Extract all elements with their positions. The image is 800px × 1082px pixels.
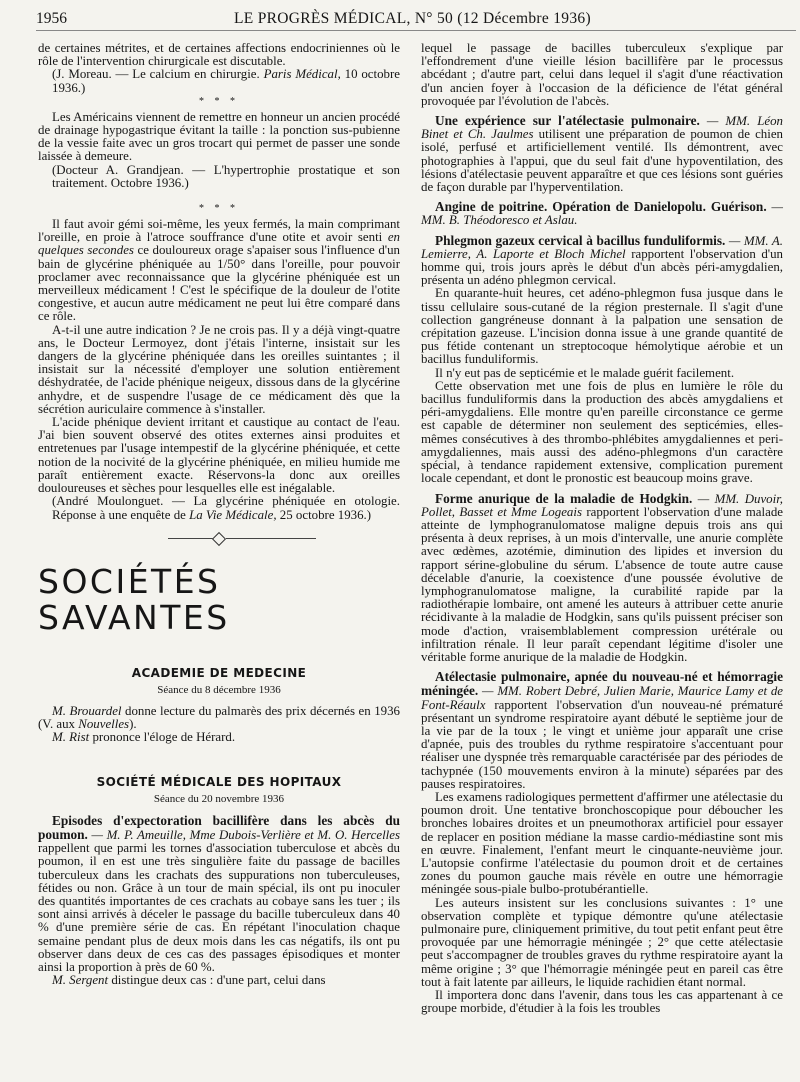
- separator-stars: * * *: [199, 203, 239, 215]
- paragraph: Cette observation met une fois de plus en lumière le rôle du bacillus funduliformis dans la production des abcès amygdaliens et péri-amygdaliens. Elle montre qu'en pareille circonstance ce germe est capable de déterminer non seulement des septicémies, elles-mêmes consécutives à des thrombo-phlébites amygdaliennes et peri-amygdaliennes, mais aussi des adéno-phlegmons d'un caractère spécial, à tendance rapidement extensive, complication purement locale cependant, et dont le pronostic est beaucoup moins grave.: [421, 378, 783, 486]
- communication: Phlegmon gazeux cervical à bacillus funduliformis. — MM. A. Lemierre, A. Laporte et Bloch Michel rapportent l'observation d'un homme qui, trois jours après le début d'un abcès péri-amygdalien, présenta un adéno phlegmon cervical.: [421, 232, 783, 288]
- paragraph: M. Brouardel donne lecture du palmarès des prix décernés en 1936 (V. aux Nouvelles).: [38, 703, 400, 732]
- paragraph: A-t-il une autre indication ? Je ne crois pas. Il y a déjà vingt-quatre ans, le Docteur Lermoyez, dont j'étais l'interne, insistait sur les dangers de la glycérine phéniquée dans les oreilles suintantes ; il insistait sur la nécessité d'employer une solution entièrement déshydratée, de l'acide phénique neigeux, dissous dans de la glycérine anhydre, et de suspendre l'usage de ce médicament dès que la sécrétion auriculaire commence à s'installer.: [38, 322, 400, 416]
- paragraph: de certaines métrites, et de certaines affections endocriniennes où le rôle de l'intervention chirurgicale est discutable.: [38, 41, 400, 69]
- paragraph: Les examens radiologiques permettent d'affirmer une atélectasie du poumon droit. Une tentative bronchoscopique pour déboucher les bronches lobaires droites et un pneumothorax artificiel pour essayer de replacer en position médiane la masse cardio-médiastine sont mis en œuvre. Finalement, l'enfant meurt le cinquante-neuvième jour. L'autopsie confirme l'atélectasie du poumon droit et de certaines zones du poumon gauche mais révèle en outre une hémorragie méningée sous-piale bulbo-protubérantielle.: [421, 789, 783, 897]
- paragraph: Il importera donc dans l'avenir, dans tous les cas appartenant à ce groupe morbide, d'étudier à la fois les troubles: [421, 988, 783, 1016]
- separator-stars: * * *: [199, 95, 239, 107]
- page-number: 1956: [36, 10, 67, 27]
- paragraph: M. Sergent distingue deux cas : d'une part, celui dans: [52, 973, 326, 988]
- communication: Angine de poitrine. Opération de Danielopolu. Guérison. — MM. B. Théodoresco et Aslau.: [421, 199, 783, 228]
- section-title: SOCIÉTÉS SAVANTES: [38, 561, 230, 637]
- citation: (Docteur A. Grandjean. — L'hypertrophie prostatique et son traitement. Octobre 1936.): [52, 162, 400, 190]
- citation: (André Moulonguet. — La glycérine phéniquée en otologie. Réponse à une enquête de La Vie Médicale, 25 octobre 1936.): [52, 494, 400, 522]
- ornamental-rule: [38, 532, 400, 544]
- running-title: LE PROGRÈS MÉDICAL, N° 50 (12 Décembre 1936): [234, 10, 591, 27]
- paragraph: Il faut avoir gémi soi-même, les yeux fermés, la main comprimant l'oreille, en proie à l'atroce souffrance d'une otite et avoir senti en quelques secondes ce douloureux orage s'apaiser sous l'influence d'un bain de glycérine phéniquée au 1/50° dans l'oreille, pour pouvoir proclamer avec reconnaissance que la glycérine phéniquée est un merveilleux médicament ! C'est le spécifique de la douleur de l'otite congestive, et aucun autre médicament ne peut lui être comparé dans ce rôle.: [38, 217, 400, 324]
- communication: Forme anurique de la maladie de Hodgkin. — MM. Duvoir, Pollet, Basset et Mme Logeais rapportent l'observation d'une malade atteinte de lymphogranulomatose maligne depuis trois ans qui présenta à deux reprises, à un mois d'intervalle, une anurie complète avec œdèmes, azotémie, diminution des lipides et inversion du rapport sérine-globuline du sérum. L'absence de toute autre cause décelable d'anurie, la coexistence d'une poussée évolutive de lymphogranulomatose maligne, la curabilité rapide par la radiothérapie lombaire, ont amené les auteurs à attribuer cette anurie récidivante à la maladie de Hodgkin, sans qu'ils puissent préciser son mode d'action, vraisemblablement compression urétérale ou infiltration rénale. Il leur paraît cependant légitime d'isoler une véritable forme anurique de la maladie de Hodgkin.: [421, 490, 783, 664]
- left-column: [38, 42, 400, 987]
- communication: Une expérience sur l'atélectasie pulmonaire. — MM. Léon Binet et Ch. Jaulmes utilisent une préparation de poumon de chien isolé, perfusé et artificiellement ventilé. Ils démontrent, avec photographies à l'appui, que du seul fait d'une hypoventilation, des lésions d'atélectasie peuvent apparaître et que ces lésions sont guéries de façon durable par l'hyperventilation.: [421, 113, 784, 195]
- society-heading: ACADEMIE DE MEDECINE: [131, 665, 307, 680]
- paragraph: Il n'y eut pas de septicémie et le malade guérit facilement.: [435, 365, 735, 380]
- paragraph: M. Rist prononce l'éloge de Hérard.: [52, 730, 236, 745]
- paragraph: Les Américains viennent de remettre en honneur un ancien procédé de drainage hypogastrique évitant la taille : la ponction sus-pubienne de la vessie faite avec un gros trocart qui permet de passer une sonde laissée à demeure.: [38, 109, 400, 164]
- paragraph: Les auteurs insistent sur les conclusions suivantes : 1° une observation complète et typique démontre qu'une atélectasie pulmonaire pure, cliniquement primitive, du tout petit enfant peut être provoquée par une hémorragie méningée ; 2° que cette atélectasie peut s'accompagner de troubles graves du rythme respiratoire ayant la même origine ; 3° que l'hémorragie méningée peut en pareil cas être tout à fait latente par ailleurs, le liquide rachidien étant normal.: [421, 895, 783, 989]
- right-column: [421, 42, 783, 1015]
- session-date: Séance du 8 décembre 1936: [157, 683, 281, 696]
- page-header: [36, 10, 796, 31]
- paragraph: En quarante-huit heures, cet adéno-phlegmon fusa jusque dans le tissu cellulaire sous-cutané de la région presternale. Il s'agit d'une collection gangréneuse donnant à la palpation une sensation de crépitation gazeuse. L'incision donna issue à une grande quantité de pus fétide contenant un streptocoque hémolytique aérobie et un bacillus funduliformis.: [421, 286, 783, 367]
- communication: Episodes d'expectoration bacillifère dans les abcès du poumon. — M. P. Ameuille, Mme Dubois-Verlière et M. O. Hercelles rappellent que parmi les tornes d'association tuberculose et abcès du poumon, il en est une très singulière faite du passage de bacilles tuberculeux dans les crachats des suppurations non tuberculeuses, fétides ou non. Grâce à un tour de main spécial, ils ont pu inoculer des quantités importantes de ces crachats au cobaye sans les tuer ; ils sont ainsi arrivés à déceler le passage du bacille tuberculeux dans 40 % d'une première série de cas. En répétant l'inoculation chaque semaine pendant plus de deux mois dans les cas négatifs, ils ont pu observer dans deux de ces cas des passages épisodiques et monter ainsi la proportion à près de 60 %.: [38, 812, 400, 974]
- communication: Atélectasie pulmonaire, apnée du nouveau-né et hémorragie méningée. — MM. Robert Debré, Julien Marie, Maurice Lamy et de Font-Réaulx rapportent l'observation d'un nouveau-né prématuré présentant un syndrome respiratoire ayant débuté le septième jour de la vie par de la toux ; le vingt et unième jour apparaît une crise d'apnée, puis des troubles du rythme respiratoire s'accentuant pour réaliser une dyspnée très remarquable caractérisée par des périodes de tachypnée (150 mouvements environ à la minute) séparées par des pauses respiratoires.: [421, 669, 783, 791]
- session-date: Séance du 20 novembre 1936: [153, 792, 285, 805]
- paragraph: lequel le passage de bacilles tuberculeux s'explique par l'effondrement d'une vieille lésion bacillifère par le processus abcédant ; d'autre part, celui dans lequel il s'agit d'une réactivation d'un ancien foyer à l'occasion de la déficience de l'état général provoquée par l'évolution de l'abcès.: [421, 41, 783, 108]
- paragraph: L'acide phénique devient irritant et caustique au contact de l'eau. J'ai bien souvent observé des otites externes ainsi produites et entretenues par l'usage intempestif de la glycérine phéniquée, et cette notion de la nocivité de la glycérine phéniquée, en milieu humide me paraît entièrement exacte. Réservons-la donc aux oreilles douloureuses et sèches pour lesquelles elle est inégalable.: [38, 415, 400, 496]
- citation: (J. Moreau. — Le calcium en chirurgie. Paris Médical, 10 octobre 1936.): [52, 67, 400, 95]
- society-heading: SOCIÉTÉ MÉDICALE DES HOPITAUX: [96, 774, 342, 789]
